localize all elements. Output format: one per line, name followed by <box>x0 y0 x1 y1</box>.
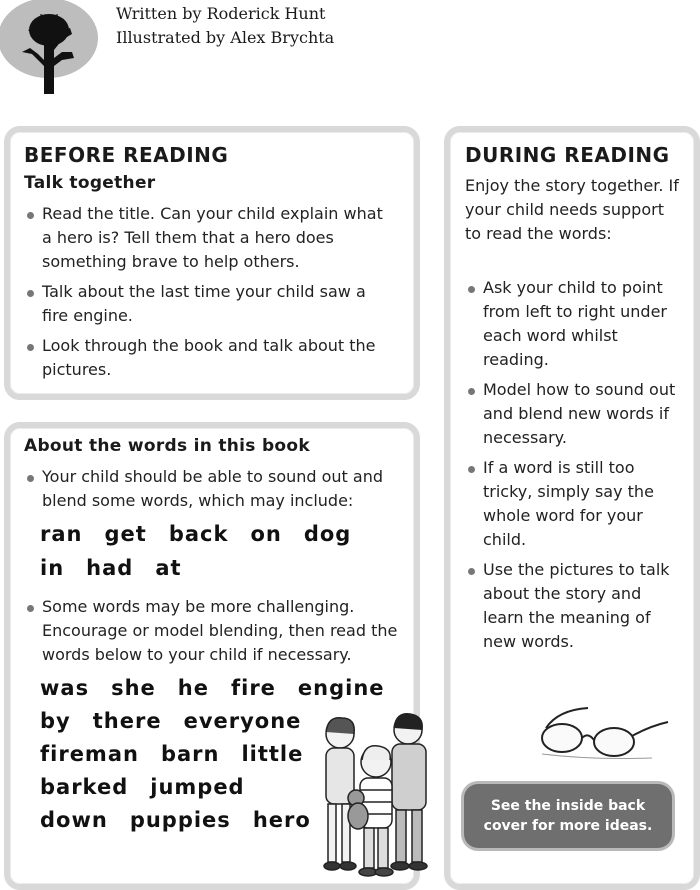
challenging-word-row <box>40 742 325 766</box>
word: by <box>40 709 71 733</box>
word: there <box>92 709 162 733</box>
word: jumped <box>150 775 245 799</box>
word: little <box>241 742 304 766</box>
word: barked <box>40 775 129 799</box>
word: in <box>40 556 65 580</box>
glasses-icon <box>532 700 672 764</box>
author-credit: Written by Roderick Hunt <box>116 4 326 23</box>
word: ran <box>40 522 83 546</box>
word: down <box>40 808 108 832</box>
callout-text: See the inside back cover for more ideas. <box>483 798 653 834</box>
list-item: Read the title. Can your child explain what a hero is? Tell them that a hero does something brave to help others. <box>24 202 394 274</box>
word: everyone <box>183 709 302 733</box>
about-words-heading: About the words in this book <box>24 436 310 456</box>
list-item: Model how to sound out and blend new words if necessary. <box>465 378 683 450</box>
word: was <box>40 676 90 700</box>
talk-together-heading: Talk together <box>24 173 156 193</box>
word: fireman <box>40 742 139 766</box>
word: puppies <box>129 808 231 832</box>
word: she <box>111 676 156 700</box>
word: get <box>104 522 147 546</box>
children-illustration <box>312 710 438 880</box>
about-words-list-2 <box>24 595 414 673</box>
word: at <box>155 556 182 580</box>
word: hero <box>252 808 311 832</box>
word: back <box>168 522 229 546</box>
word: dog <box>303 522 352 546</box>
word: on <box>250 522 282 546</box>
during-reading-list <box>465 276 683 660</box>
word: he <box>177 676 209 700</box>
challenging-word-row <box>40 709 323 733</box>
credits <box>116 2 334 50</box>
during-reading-intro: Enjoy the story together. If your child needs support to read the words: <box>465 176 679 243</box>
word: barn <box>160 742 220 766</box>
challenging-word-row <box>40 808 333 832</box>
word: engine <box>297 676 385 700</box>
list-item: Talk about the last time your child saw a fire engine. <box>24 280 394 328</box>
before-reading-list <box>24 202 394 388</box>
tree-logo-icon <box>0 0 100 100</box>
list-item: Use the pictures to talk about the story and learn the meaning of new words. <box>465 558 683 654</box>
list-item: Some words may be more challenging. Encourage or model blending, then read the words below to your child if necessary. <box>24 595 414 667</box>
word: fire <box>230 676 276 700</box>
during-reading-heading: DURING READING <box>465 143 670 167</box>
word: had <box>86 556 134 580</box>
challenging-word-row <box>40 775 267 799</box>
before-reading-heading: BEFORE READING <box>24 143 229 167</box>
challenging-word-row <box>40 676 407 700</box>
decodable-word-row <box>40 556 204 580</box>
illustrator-credit: Illustrated by Alex Brychta <box>116 28 335 47</box>
list-item: If a word is still too tricky, simply say the whole word for your child. <box>465 456 683 552</box>
list-item: Your child should be able to sound out and blend some words, which may include: <box>24 465 414 513</box>
about-words-list-1 <box>24 465 414 519</box>
list-item: Ask your child to point from left to right under each word whilst reading. <box>465 276 683 372</box>
decodable-word-row <box>40 522 373 546</box>
inside-back-cover-callout <box>464 784 672 848</box>
list-item: Look through the book and talk about the pictures. <box>24 334 394 382</box>
